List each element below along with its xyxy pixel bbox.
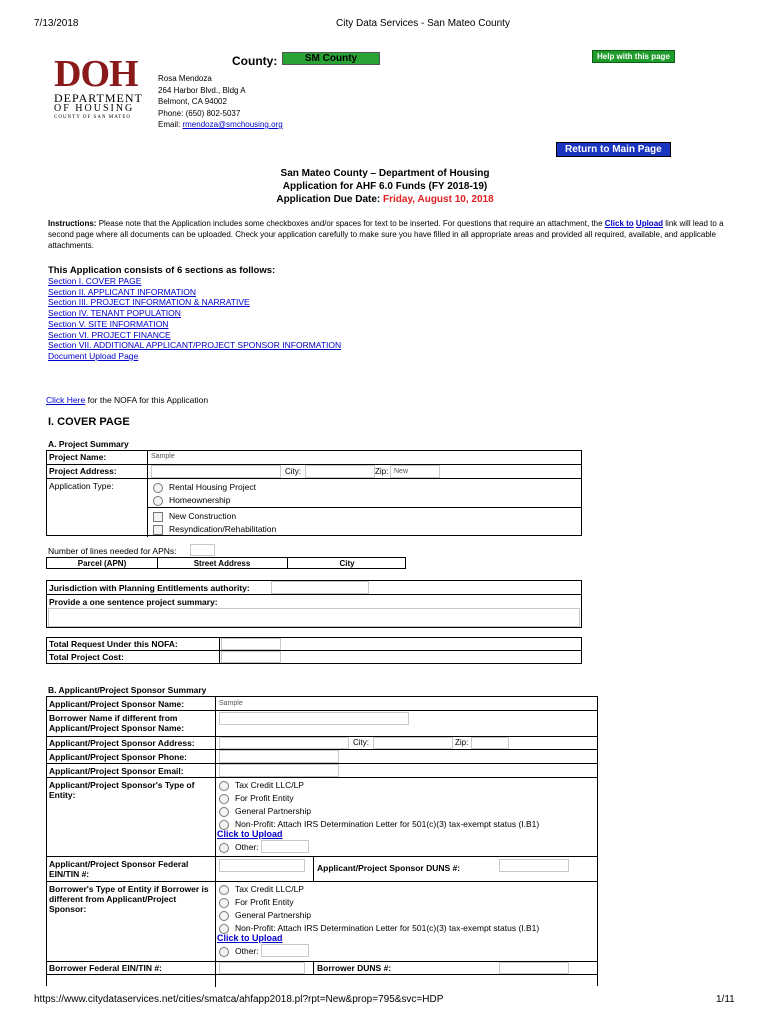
sponsor-zip-input[interactable] [471, 737, 509, 749]
section-link-3[interactable]: Section III. PROJECT INFORMATION & NARRATIVE [48, 297, 250, 308]
sponsor-name-label: Applicant/Project Sponsor Name: [49, 699, 185, 709]
apn-header-city: City [339, 559, 355, 568]
contact-address1: 264 Harbor Blvd., Bldg A [158, 85, 246, 95]
project-city-input[interactable] [305, 465, 375, 478]
borrower-for-profit-label: For Profit Entity [235, 897, 294, 907]
section-link-5[interactable]: Section V. SITE INFORMATION [48, 318, 169, 329]
app-type-option-homeownership [153, 495, 230, 506]
entity-other-label: Other: [235, 842, 259, 852]
project-summary-table [46, 450, 582, 536]
contact-email-label: Email: [158, 120, 181, 129]
help-button[interactable]: Help with this page [592, 50, 675, 63]
return-main-button[interactable]: Return to Main Page [556, 142, 671, 157]
total-request-label: Total Request Under this NOFA: [49, 639, 178, 649]
sponsor-duns-input[interactable] [499, 859, 569, 872]
logo-line2: OF HOUSING [54, 103, 135, 114]
borrower-tax-credit-radio[interactable] [219, 885, 229, 895]
jurisdiction-input[interactable] [271, 581, 369, 594]
contact-email-link[interactable]: rmendoza@smchousing.org [182, 120, 283, 129]
print-date: 7/13/2018 [34, 18, 79, 29]
contact-phone: Phone: (650) 802-5037 [158, 108, 241, 118]
section-link-4[interactable]: Section IV. TENANT POPULATION [48, 308, 181, 319]
homeownership-radio[interactable] [153, 496, 163, 506]
county-label: County: [232, 54, 278, 68]
borrower-tax-credit-label: Tax Credit LLC/LP [235, 884, 304, 894]
sponsor-email-label: Applicant/Project Sponsor Email: [49, 766, 184, 776]
entity-type-label: Applicant/Project Sponsor's Type of Entity: [49, 780, 195, 800]
new-construction-checkbox[interactable] [153, 512, 163, 522]
borrower-duns-input[interactable] [499, 962, 569, 974]
rental-radio[interactable] [153, 483, 163, 493]
instructions-text-c: provided all required, available, and applicable attachments. [48, 230, 716, 250]
total-cost-input[interactable] [221, 651, 281, 663]
new-construction-label: New Construction [169, 511, 237, 521]
entity-general-partnership-radio[interactable] [219, 807, 229, 817]
section-link-2[interactable]: Section II. APPLICANT INFORMATION [48, 286, 196, 297]
entity-nonprofit-label: Non-Profit: Attach IRS Determination Letter for 501(c)(3) tax-exempt status (I.B1) [235, 819, 540, 829]
print-title: City Data Services - San Mateo County [336, 18, 510, 29]
apn-lines-input[interactable] [190, 544, 215, 556]
heading-line2: Application for AHF 6.0 Funds (FY 2018-19) [282, 181, 488, 192]
apn-header-street: Street Address [193, 559, 251, 568]
application-type-label: Application Type: [49, 481, 114, 491]
contact-block [158, 73, 283, 131]
document-upload-link[interactable]: Document Upload Page [48, 350, 139, 361]
instructions-label: Instructions: [48, 219, 97, 228]
apn-header-parcel: Parcel (APN) [77, 559, 127, 568]
nofa-link[interactable]: Click Here [46, 395, 86, 405]
instructions-text-a: Please note that the Application includes some checkboxes and/or spaces for text to be inserted. For questions that require an attachment, the [98, 219, 603, 228]
jurisdiction-label: Jurisdiction with Planning Entitlements authority: [49, 583, 250, 593]
sponsor-table [46, 696, 598, 986]
logo-letters: DOH [54, 53, 138, 95]
borrower-upload-link[interactable]: Click to Upload [217, 933, 283, 943]
section-link-7[interactable]: Section VII. ADDITIONAL APPLICANT/PROJECT SPONSOR INFORMATION [48, 340, 342, 351]
contact-name: Rosa Mendoza [158, 74, 212, 83]
contact-address2: Belmont, CA 94002 [158, 97, 227, 106]
print-page-number: 1/11 [716, 994, 735, 1005]
apn-table-header [46, 557, 406, 569]
project-name-label: Project Name: [49, 452, 107, 462]
entity-tax-credit-radio[interactable] [219, 781, 229, 791]
sponsor-duns-label: Applicant/Project Sponsor DUNS #: [317, 863, 461, 873]
instructions-text-b: link will lead to a second page where all documents can be uploaded. Check your application carefully to make sure you have filled in all appropriate areas and [48, 219, 724, 239]
county-select[interactable]: SM County [282, 52, 380, 65]
section-link-1[interactable]: Section I. COVER PAGE [48, 276, 142, 286]
borrower-ein-label: Borrower Federal EIN/TIN #: [49, 963, 162, 973]
sponsor-address-label: Applicant/Project Sponsor Address: [49, 738, 195, 748]
entity-other-input[interactable] [261, 840, 309, 853]
instructions [48, 218, 738, 251]
entity-tax-credit-label: Tax Credit LLC/LP [235, 780, 304, 790]
borrower-ein-input[interactable] [219, 962, 305, 974]
construction-option-new [153, 511, 236, 522]
doh-logo [54, 53, 154, 122]
sponsor-name-input[interactable]: Sample [219, 700, 243, 707]
nofa-text: for the NOFA for this Application [87, 395, 209, 405]
entity-upload-link[interactable]: Click to Upload [217, 829, 283, 839]
jurisdiction-table [46, 580, 582, 628]
project-summary-title: A. Project Summary [48, 439, 129, 449]
borrower-entity-label: Borrower's Type of Entity if Borrower is different from Applicant/Project Sponsor: [49, 884, 209, 914]
sponsor-summary-title: B. Applicant/Project Sponsor Summary [48, 685, 207, 695]
borrower-duns-label: Borrower DUNS #: [317, 963, 392, 973]
sponsor-ein-label: Applicant/Project Sponsor Federal EIN/TIN #: [49, 859, 189, 879]
borrower-other-input[interactable] [261, 944, 309, 957]
totals-table [46, 637, 582, 664]
homeownership-label: Homeownership [169, 495, 231, 505]
nofa-line [46, 395, 208, 405]
borrower-other-label: Other: [235, 946, 259, 956]
instructions-upload-link-2[interactable]: Upload [635, 219, 664, 228]
entity-general-partnership-label: General Partnership [235, 806, 312, 816]
sponsor-zip-label: Zip: [455, 738, 469, 747]
sponsor-email-input[interactable] [219, 764, 339, 777]
construction-option-resyndication [153, 524, 276, 535]
sponsor-city-input[interactable] [373, 737, 453, 749]
borrower-name-input[interactable] [219, 712, 409, 725]
total-cost-label: Total Project Cost: [49, 652, 124, 662]
sections-list [48, 276, 341, 362]
project-zip-input[interactable]: New [390, 465, 440, 478]
due-date-label: Application Due Date: [276, 194, 381, 205]
sections-title: This Application consists of 6 sections as follows: [48, 265, 276, 276]
project-zip-label: Zip: [375, 467, 389, 476]
project-name-input[interactable]: Sample [151, 453, 175, 460]
instructions-upload-link[interactable]: Click to [604, 219, 634, 228]
app-type-option-rental [153, 482, 256, 493]
logo-line3: COUNTY OF SAN MATEO [54, 115, 132, 120]
sponsor-city-label: City: [353, 738, 369, 747]
heading-line1: San Mateo County – Department of Housing [280, 168, 490, 179]
entity-for-profit-label: For Profit Entity [235, 793, 294, 803]
borrower-for-profit-radio[interactable] [219, 898, 229, 908]
resyndication-checkbox[interactable] [153, 525, 163, 535]
borrower-other-radio[interactable] [219, 947, 229, 957]
cover-page-title: I. COVER PAGE [48, 416, 130, 428]
project-address-label: Project Address: [49, 466, 117, 476]
section-link-6[interactable]: Section VI. PROJECT FINANCE [48, 329, 171, 340]
logo-line1: DEPARTMENT [54, 91, 143, 105]
borrower-general-partnership-label: General Partnership [235, 910, 312, 920]
entity-for-profit-radio[interactable] [219, 794, 229, 804]
apn-lines-label: Number of lines needed for APNs: [48, 546, 177, 556]
total-request-input[interactable] [221, 638, 281, 650]
entity-other-radio[interactable] [219, 843, 229, 853]
borrower-name-label: Borrower Name if different from Applicant/Project Sponsor Name: [49, 713, 185, 733]
rental-label: Rental Housing Project [169, 482, 256, 492]
project-summary-label: Provide a one sentence project summary: [49, 597, 218, 607]
project-city-label: City: [285, 467, 301, 476]
sponsor-address-input[interactable] [219, 737, 349, 749]
print-url: https://www.citydataservices.net/cities/smatca/ahfapp2018.pl?rpt=New&prop=795&svc=HDP [34, 994, 444, 1005]
borrower-nonprofit-label: Non-Profit: Attach IRS Determination Letter for 501(c)(3) tax-exempt status (I.B1) [235, 923, 540, 933]
sponsor-ein-input[interactable] [219, 859, 305, 872]
resyndication-label: Resyndication/Rehabilitation [169, 524, 277, 534]
project-address-input[interactable] [151, 465, 281, 478]
sponsor-phone-input[interactable] [219, 750, 339, 763]
borrower-general-partnership-radio[interactable] [219, 911, 229, 921]
project-summary-textarea[interactable] [48, 608, 580, 627]
sponsor-phone-label: Applicant/Project Sponsor Phone: [49, 752, 187, 762]
due-date-value: Friday, August 10, 2018 [383, 194, 494, 205]
page-heading [0, 167, 770, 206]
